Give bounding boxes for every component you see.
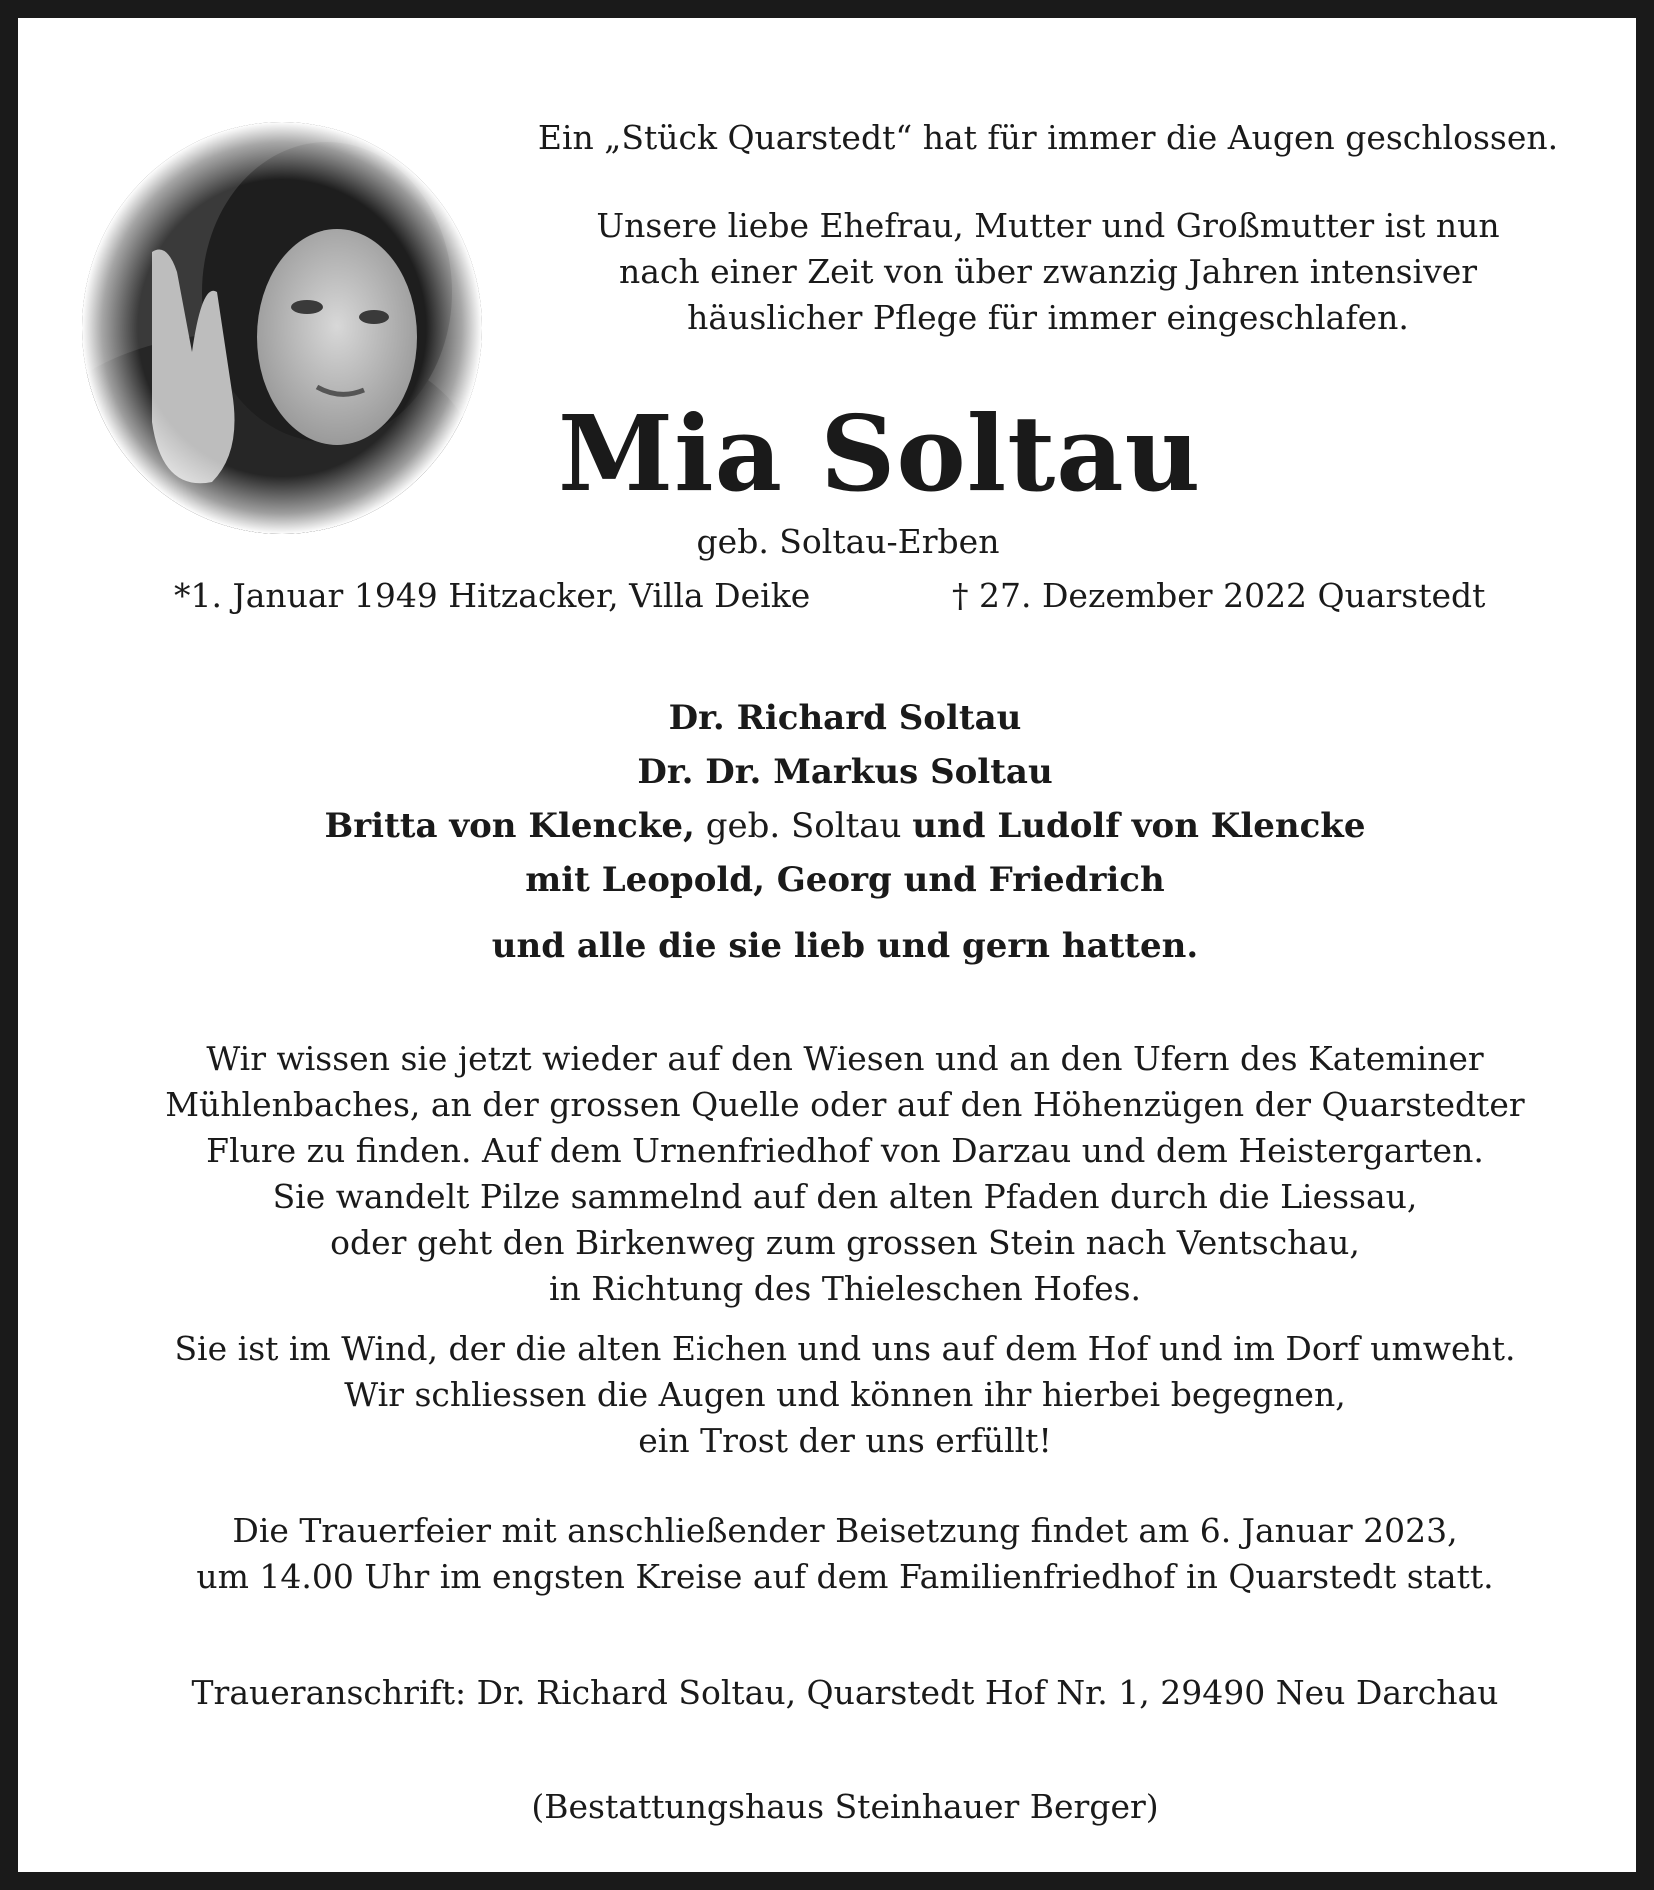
deceased-name: Mia Soltau xyxy=(558,392,1202,515)
poem-line: ein Trost der uns erfüllt! xyxy=(638,1421,1052,1460)
funeral-info: Die Trauerfeier mit anschließender Beisetzung findet am 6. Januar 2023, xyxy=(232,1511,1458,1550)
funeral-info: um 14.00 Uhr im engsten Kreise auf dem Familienfriedhof in Quarstedt statt. xyxy=(196,1557,1494,1596)
mourner-name: und Ludolf von Klencke xyxy=(912,806,1366,846)
undertaker: (Bestattungshaus Steinhauer Berger) xyxy=(531,1787,1159,1826)
intro-line: Ein „Stück Quarstedt“ hat für immer die Augen geschlossen. xyxy=(537,118,1559,157)
announcement-line: häuslicher Pflege für immer eingeschlafen. xyxy=(687,298,1409,337)
announcement-line: nach einer Zeit von über zwanzig Jahren intensiver xyxy=(618,252,1478,291)
mourner-line: mit Leopold, Georg und Friedrich xyxy=(525,860,1165,900)
birth-date: *1. Januar 1949 Hitzacker, Villa Deike xyxy=(174,576,811,615)
poem-line: Sie ist im Wind, der die alten Eichen und uns auf dem Hof und im Dorf umweht. xyxy=(174,1329,1516,1368)
condolence-address: Traueranschrift: Dr. Richard Soltau, Quarstedt Hof Nr. 1, 29490 Neu Darchau xyxy=(191,1673,1499,1712)
maiden-name: geb. Soltau-Erben xyxy=(696,522,1000,561)
poem-line: Flure zu finden. Auf dem Urnenfriedhof von Darzau und dem Heistergarten. xyxy=(206,1131,1484,1170)
poem-line: oder geht den Birkenweg zum grossen Stein nach Ventschau, xyxy=(330,1223,1360,1262)
mourner-closing: und alle die sie lieb und gern hatten. xyxy=(491,926,1199,966)
poem-line: Mühlenbaches, an der grossen Quelle oder auf den Höhenzügen der Quarstedter xyxy=(165,1085,1525,1124)
portrait-photo xyxy=(82,122,482,534)
death-date: † 27. Dezember 2022 Quarstedt xyxy=(952,576,1486,615)
poem-line: Wir schliessen die Augen und können ihr hierbei begegnen, xyxy=(344,1375,1346,1414)
mourner-line: Dr. Richard Soltau xyxy=(668,698,1022,738)
mourner-line: Dr. Dr. Markus Soltau xyxy=(637,752,1053,792)
portrait-image xyxy=(82,122,482,534)
mourner-line xyxy=(58,799,1632,853)
mourner-name: Britta von Klencke, xyxy=(324,806,695,846)
poem-line: Sie wandelt Pilze sammelnd auf den alten Pfaden durch die Liessau, xyxy=(272,1177,1418,1216)
mourner-maiden-name: geb. Soltau xyxy=(694,806,913,846)
announcement-line: Unsere liebe Ehefrau, Mutter und Großmutter ist nun xyxy=(596,206,1500,245)
poem-line: Wir wissen sie jetzt wieder auf den Wiesen und an den Ufern des Kateminer xyxy=(206,1039,1484,1078)
poem-line: in Richtung des Thieleschen Hofes. xyxy=(548,1269,1142,1308)
